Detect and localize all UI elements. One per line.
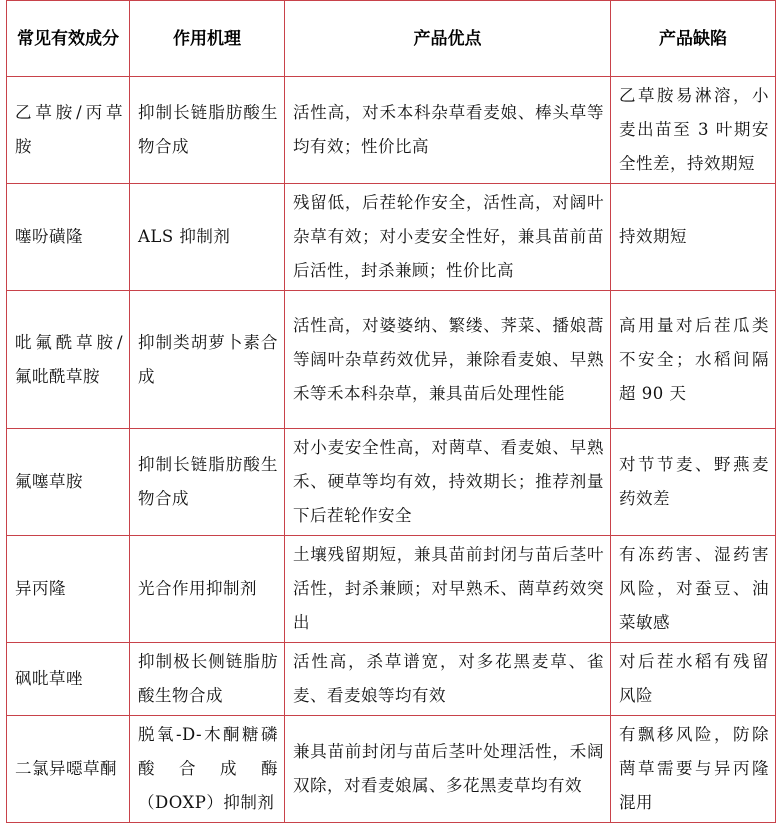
cell-defects: 对后茬水稻有残留风险 — [611, 643, 776, 716]
cell-mechanism: 抑制长链脂肪酸生物合成 — [130, 77, 285, 184]
table-row — [7, 536, 776, 643]
cell-ingredient: 乙草胺/丙草胺 — [7, 77, 130, 184]
cell-ingredient: 噻吩磺隆 — [7, 184, 130, 291]
cell-defects: 有冻药害、湿药害风险，对蚕豆、油菜敏感 — [611, 536, 776, 643]
header-advantages: 产品优点 — [285, 1, 611, 77]
table-row — [7, 429, 776, 536]
table-row — [7, 77, 776, 184]
cell-mechanism: 光合作用抑制剂 — [130, 536, 285, 643]
table-row — [7, 643, 776, 716]
cell-mechanism: 抑制极长侧链脂肪酸生物合成 — [130, 643, 285, 716]
cell-ingredient: 氟噻草胺 — [7, 429, 130, 536]
table-row — [7, 184, 776, 291]
table-row — [7, 291, 776, 429]
header-mechanism: 作用机理 — [130, 1, 285, 77]
cell-advantages: 活性高，杀草谱宽，对多花黑麦草、雀麦、看麦娘等均有效 — [285, 643, 611, 716]
cell-advantages: 兼具苗前封闭与苗后茎叶处理活性，禾阔双除，对看麦娘属、多花黑麦草均有效 — [285, 716, 611, 823]
cell-advantages: 对小麦安全性高，对菵草、看麦娘、早熟禾、硬草等均有效，持效期长；推荐剂量下后茬轮作安全 — [285, 429, 611, 536]
cell-defects: 对节节麦、野燕麦药效差 — [611, 429, 776, 536]
cell-mechanism: 脱氧-D-木酮糖磷酸合成酶（DOXP）抑制剂 — [130, 716, 285, 823]
header-row — [7, 1, 776, 77]
table-row — [7, 716, 776, 823]
cell-ingredient: 吡氟酰草胺/氟吡酰草胺 — [7, 291, 130, 429]
herbicide-comparison-table — [6, 0, 776, 823]
cell-mechanism: 抑制类胡萝卜素合成 — [130, 291, 285, 429]
cell-advantages: 土壤残留期短，兼具苗前封闭与苗后茎叶活性，封杀兼顾；对早熟禾、菵草药效突出 — [285, 536, 611, 643]
cell-defects: 持效期短 — [611, 184, 776, 291]
cell-defects: 有飘移风险，防除菵草需要与异丙隆混用 — [611, 716, 776, 823]
cell-advantages: 活性高，对婆婆纳、繁缕、荠菜、播娘蒿等阔叶杂草药效优异，兼除看麦娘、早熟禾等禾本科杂草，兼具苗后处理性能 — [285, 291, 611, 429]
cell-ingredient: 二氯异噁草酮 — [7, 716, 130, 823]
cell-defects: 高用量对后茬瓜类不安全；水稻间隔超 90 天 — [611, 291, 776, 429]
header-ingredient: 常见有效成分 — [7, 1, 130, 77]
header-defects: 产品缺陷 — [611, 1, 776, 77]
cell-advantages: 活性高，对禾本科杂草看麦娘、棒头草等均有效；性价比高 — [285, 77, 611, 184]
cell-defects: 乙草胺易淋溶，小麦出苗至 3 叶期安全性差，持效期短 — [611, 77, 776, 184]
cell-mechanism: 抑制长链脂肪酸生物合成 — [130, 429, 285, 536]
cell-ingredient: 异丙隆 — [7, 536, 130, 643]
cell-advantages: 残留低，后茬轮作安全，活性高，对阔叶杂草有效；对小麦安全性好，兼具苗前苗后活性，封杀兼顾；性价比高 — [285, 184, 611, 291]
cell-mechanism: ALS 抑制剂 — [130, 184, 285, 291]
cell-ingredient: 砜吡草唑 — [7, 643, 130, 716]
